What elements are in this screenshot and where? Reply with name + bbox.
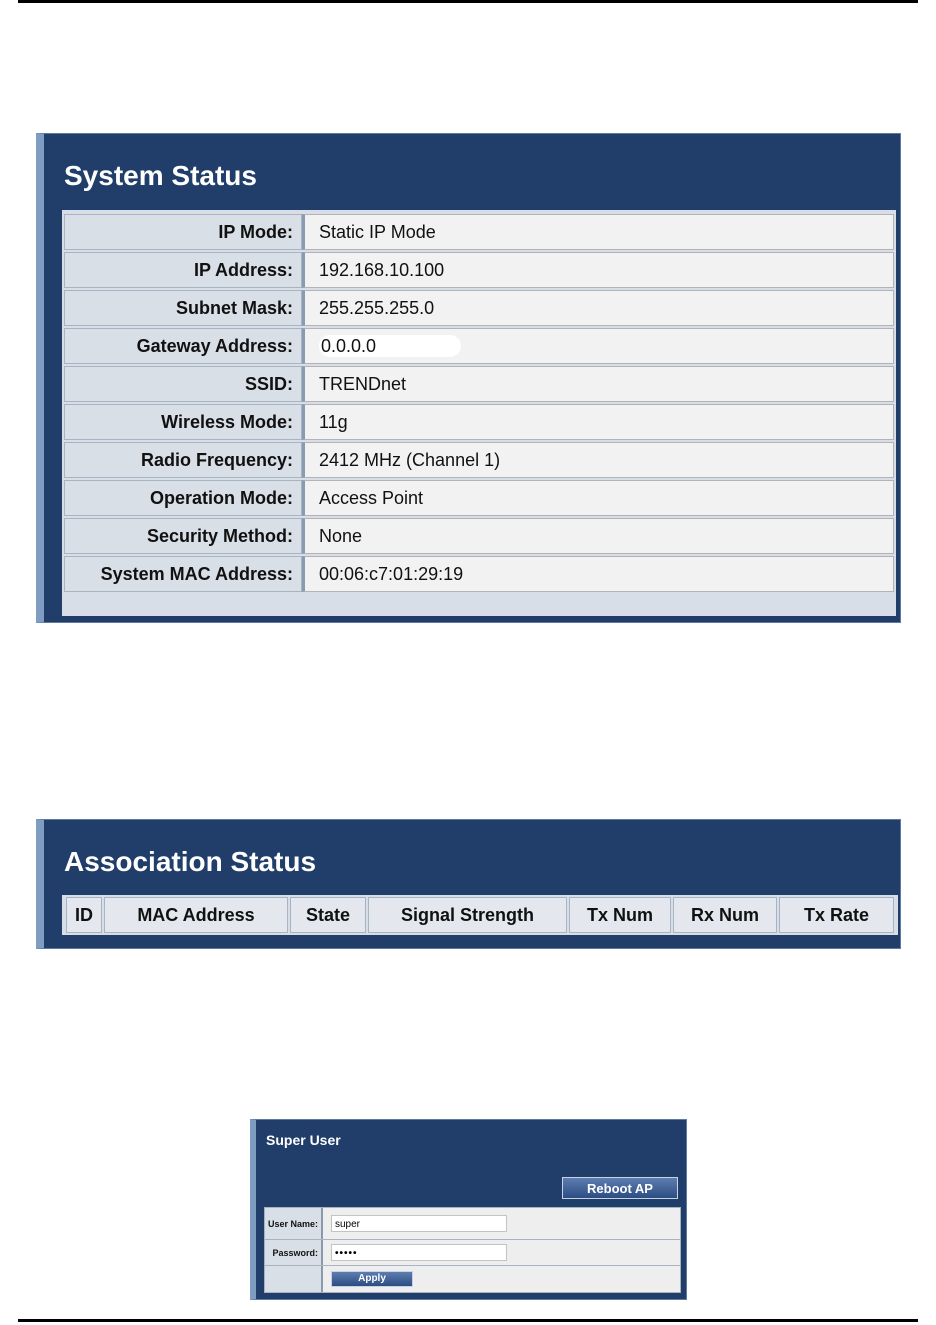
operation-mode-label: Operation Mode:: [64, 480, 302, 516]
user-name-input[interactable]: super: [331, 1215, 507, 1232]
top-rule: [18, 0, 918, 3]
password-input[interactable]: •••••: [331, 1244, 507, 1261]
password-label: Password:: [265, 1240, 323, 1265]
col-tx-rate: Tx Rate: [779, 897, 894, 933]
association-header-row: [66, 897, 894, 933]
ssid-label: SSID:: [64, 366, 302, 402]
super-user-panel: [250, 1119, 687, 1300]
status-row-ip-mode: [64, 214, 894, 250]
status-row-wireless-mode: [64, 404, 894, 440]
super-user-title: Super User: [266, 1132, 341, 1148]
col-mac-address: MAC Address: [104, 897, 288, 933]
reboot-ap-button[interactable]: Reboot AP: [562, 1177, 678, 1199]
operation-mode-value: Access Point: [302, 480, 894, 516]
radio-frequency-label: Radio Frequency:: [64, 442, 302, 478]
ip-mode-label: IP Mode:: [64, 214, 302, 250]
security-method-value: None: [302, 518, 894, 554]
user-name-row: [265, 1208, 680, 1240]
ip-address-label: IP Address:: [64, 252, 302, 288]
ip-mode-value: Static IP Mode: [302, 214, 894, 250]
status-row-ip-address: [64, 252, 894, 288]
status-row-mac: [64, 556, 894, 592]
association-status-title: Association Status: [64, 846, 317, 877]
wireless-mode-value: 11g: [302, 404, 894, 440]
association-table-wrap: [62, 895, 898, 935]
password-row: [265, 1240, 680, 1266]
col-id: ID: [66, 897, 102, 933]
system-mac-value: 00:06:c7:01:29:19: [302, 556, 894, 592]
status-row-gateway: [64, 328, 894, 364]
super-user-form: [264, 1207, 681, 1293]
gateway-address-value: 0.0.0.0: [319, 335, 461, 357]
association-table: [64, 897, 896, 933]
radio-frequency-value: 2412 MHz (Channel 1): [302, 442, 894, 478]
status-row-operation-mode: [64, 480, 894, 516]
apply-row: [265, 1266, 680, 1292]
user-name-label: User Name:: [265, 1208, 323, 1239]
ssid-value: TRENDnet: [302, 366, 894, 402]
col-state: State: [290, 897, 366, 933]
system-status-panel: [36, 133, 901, 623]
subnet-mask-value: 255.255.255.0: [302, 290, 894, 326]
system-status-table-wrap: [62, 210, 896, 616]
system-mac-label: System MAC Address:: [64, 556, 302, 592]
status-row-radio-frequency: [64, 442, 894, 478]
col-rx-num: Rx Num: [673, 897, 777, 933]
gateway-address-label: Gateway Address:: [64, 328, 302, 364]
apply-button[interactable]: Apply: [331, 1271, 413, 1287]
system-status-title: System Status: [64, 160, 257, 191]
apply-row-label: [265, 1266, 323, 1292]
status-row-security-method: [64, 518, 894, 554]
col-tx-num: Tx Num: [569, 897, 671, 933]
bottom-rule: [18, 1319, 918, 1322]
ip-address-value: 192.168.10.100: [302, 252, 894, 288]
status-row-subnet-mask: [64, 290, 894, 326]
gateway-address-cell: [302, 328, 894, 364]
wireless-mode-label: Wireless Mode:: [64, 404, 302, 440]
security-method-label: Security Method:: [64, 518, 302, 554]
col-signal-strength: Signal Strength: [368, 897, 567, 933]
subnet-mask-label: Subnet Mask:: [64, 290, 302, 326]
status-row-ssid: [64, 366, 894, 402]
association-status-panel: [36, 819, 901, 949]
system-status-table: [64, 212, 894, 594]
